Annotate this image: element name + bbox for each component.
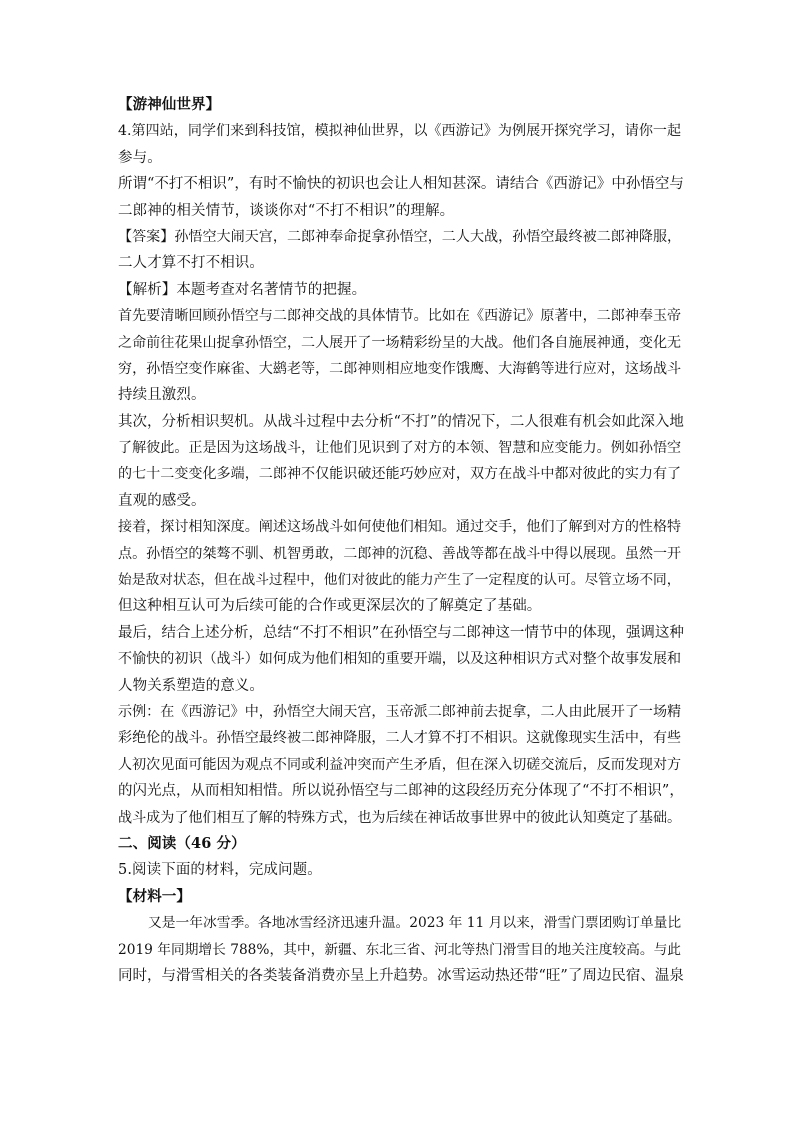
text-line: 始是敌对状态，但在战斗过程中，他们对彼此的能力产生了一定程度的认可。尽管立场不同， — [118, 572, 681, 589]
text-line: 的闪光点，从而相知相惜。所以说孙悟空与二郎神的这段经历充分体现了“不打不相识”， — [118, 783, 684, 800]
text-line: 战斗成为了他们相互了解的特殊方式，也为后续在神话故事世界中的彼此认知奠定了基础。 — [118, 809, 682, 826]
text-line: 穷，孙悟空变作麻雀、大鹚老等，二郎神则相应地变作饿鹰、大海鹤等进行应对，这场战斗 — [118, 360, 682, 377]
text-line: 直观的感受。 — [118, 492, 206, 509]
text-line: 之命前往花果山捉拿孙悟空，二人展开了一场精彩纷呈的大战。他们各自施展神通，变化无 — [118, 334, 682, 351]
text-line: 二郎神的相关情节，谈谈你对“不打不相识”的理解。 — [118, 202, 455, 219]
text-line: 最后，结合上述分析，总结“不打不相识”在孙悟空与二郎神这一情节中的体现，强调这种 — [118, 624, 684, 641]
text-line: 的七十二变变化多端，二郎神不仅能识破还能巧妙应对，双方在战斗中都对彼此的实力有了 — [118, 466, 682, 483]
text-line: 【解析】本题考查对名著情节的把握。 — [118, 281, 367, 298]
text-line: 示例：在《西游记》中，孙悟空大闹天宫，玉帝派二郎神前去捉拿，二人由此展开了一场精 — [118, 703, 682, 720]
text-line: 2019 年同期增长 788%，其中，新疆、东北三省、河北等热门滑雪目的地关注度较高。与此 — [118, 941, 682, 958]
text-line: 参与。 — [118, 149, 162, 166]
text-line: 【答案】孙悟空大闹天宫，二郎神奉命捉拿孙悟空，二人大战，孙悟空最终被二郎神降服， — [118, 228, 682, 245]
section-heading: 二、阅读（46 分） — [118, 834, 246, 852]
text-line: 人初次见面可能因为观点不同或利益冲突而产生矛盾，但在深入切磋交流后，反而发现对方 — [118, 756, 682, 773]
section-heading: 【材料一】 — [118, 887, 191, 905]
text-line: 其次，分析相识契机。从战斗过程中去分析“不打”的情况下，二人很难有机会如此深入地 — [118, 413, 684, 430]
text-line: 所谓“不打不相识”，有时不愉快的初识也会让人相知甚深。请结合《西游记》中孙悟空与 — [118, 176, 684, 193]
section-heading: 【游神仙世界】 — [118, 96, 221, 113]
text-line: 接着，探讨相知深度。阐述这场战斗如何使他们相知。通过交手，他们了解到对方的性格特 — [118, 519, 682, 536]
text-line: 又是一年冰雪季。各地冰雪经济迅速升温。2023 年 11 月以来，滑雪门票团购订单量比 — [148, 915, 682, 932]
text-line: 不愉快的初识（战斗）如何成为他们相知的重要开端，以及这种相识方式对整个故事发展和 — [118, 651, 682, 668]
document-body — [118, 92, 684, 989]
text-line: 同时，与滑雪相关的各类装备消费亦呈上升趋势。冰雪运动热还带“旺”了周边民宿、温泉 — [118, 967, 684, 984]
text-line: 二人才算不打不相识。 — [118, 255, 264, 272]
text-line: 首先要清晰回顾孙悟空与二郎神交战的具体情节。比如在《西游记》原著中，二郎神奉玉帝 — [118, 308, 682, 325]
text-line: 持续且激烈。 — [118, 387, 206, 404]
text-line: 点。孙悟空的桀骜不驯、机智勇敢，二郎神的沉稳、善战等都在战斗中得以展现。虽然一开 — [118, 545, 682, 562]
text-line: 彩绝伦的战斗。孙悟空最终被二郎神降服，二人才算不打不相识。这就像现实生活中，有些 — [118, 730, 682, 747]
text-line: 人物关系塑造的意义。 — [118, 677, 264, 694]
text-line: 了解彼此。正是因为这场战斗，让他们见识到了对方的本领、智慧和应变能力。例如孙悟空 — [118, 440, 682, 457]
text-line: 4.第四站，同学们来到科技馆，模拟神仙世界，以《西游记》为例展开探究学习，请你一起 — [118, 123, 682, 140]
text-line: 但这种相互认可为后续可能的合作或更深层次的了解奠定了基础。 — [118, 598, 542, 615]
text-line: 5.阅读下面的材料，完成问题。 — [118, 862, 322, 879]
